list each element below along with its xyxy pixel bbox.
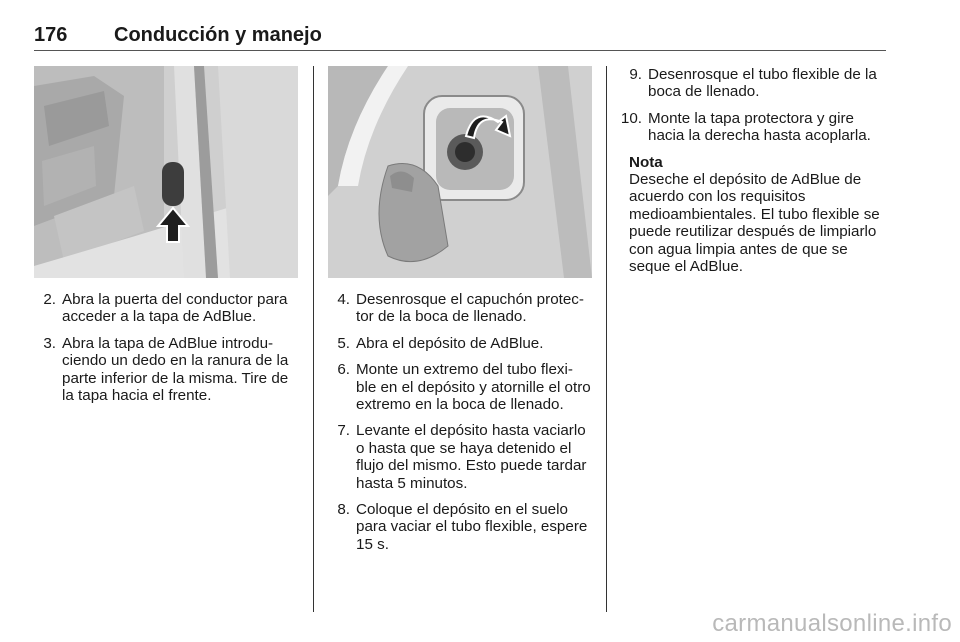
column-1 <box>34 291 300 413</box>
column-3 <box>614 66 888 275</box>
step-text: Monte la tapa protectora y gire hacia la derecha hasta acoplarla. <box>648 109 871 145</box>
step-number: 2. <box>43 291 56 308</box>
step-text: Abra la tapa de AdBlue introdu-ciendo un dedo en la ranura de la parte inferior de la misma. Tire de la tapa hacia el frente. <box>62 334 289 405</box>
step-list <box>34 291 300 404</box>
step-text: Desenrosque el capuchón protec-tor de la boca de llenado. <box>356 291 584 326</box>
watermark: carmanualsonline.info <box>712 610 952 637</box>
step-number: 4. <box>337 291 350 308</box>
note-text: Deseche el depósito de AdBlue de acuerdo con los requisitos medioambientales. El tubo flexible se puede reutilizar después de limpiarlo con agua limpia antes de que se seque el AdBlue. <box>629 171 880 276</box>
column-divider <box>606 66 607 612</box>
step-text: Monte un extremo del tubo flexi-ble en el depósito y atornille el otro extremo en la boca de llenado. <box>356 361 591 414</box>
note-block <box>614 154 888 276</box>
step-item <box>328 291 592 326</box>
step-number: 8. <box>337 501 350 519</box>
note-title: Nota <box>629 153 663 171</box>
column-divider <box>313 66 314 612</box>
step-number: 6. <box>337 361 350 379</box>
step-item <box>328 422 592 492</box>
step-item <box>614 110 888 145</box>
step-item <box>328 335 592 352</box>
figure-door-adblue-flap <box>34 66 298 278</box>
filler-neck-illustration <box>328 66 592 278</box>
step-number: 5. <box>337 334 350 352</box>
page-header <box>34 20 886 54</box>
step-item <box>328 501 592 553</box>
step-item <box>34 335 300 405</box>
step-text: Coloque el depósito en el suelo para vaciar el tubo flexible, espere 15 s. <box>356 501 588 553</box>
step-item <box>34 291 300 326</box>
step-item <box>614 66 888 101</box>
step-text: Desenrosque el tubo flexible de la boca de llenado. <box>648 66 877 101</box>
column-2 <box>328 291 592 562</box>
header-rule <box>34 50 886 51</box>
figure-filler-neck <box>328 66 592 278</box>
page-title: Conducción y manejo <box>114 24 322 46</box>
step-number: 9. <box>629 66 642 83</box>
step-list <box>328 291 592 553</box>
page-number: 176 <box>34 24 68 46</box>
step-text: Levante el depósito hasta vaciarlo o hasta que se haya detenido el flujo del mismo. Esto puede tardar hasta 5 minutos. <box>356 422 587 492</box>
door-illustration <box>34 66 298 278</box>
step-number: 10. <box>620 109 642 127</box>
step-text: Abra la puerta del conductor para acceder a la tapa de AdBlue. <box>62 291 288 326</box>
step-number: 7. <box>337 422 350 440</box>
step-list <box>614 66 888 145</box>
step-text: Abra el depósito de AdBlue. <box>356 334 544 352</box>
step-number: 3. <box>43 334 56 352</box>
step-item <box>328 361 592 413</box>
